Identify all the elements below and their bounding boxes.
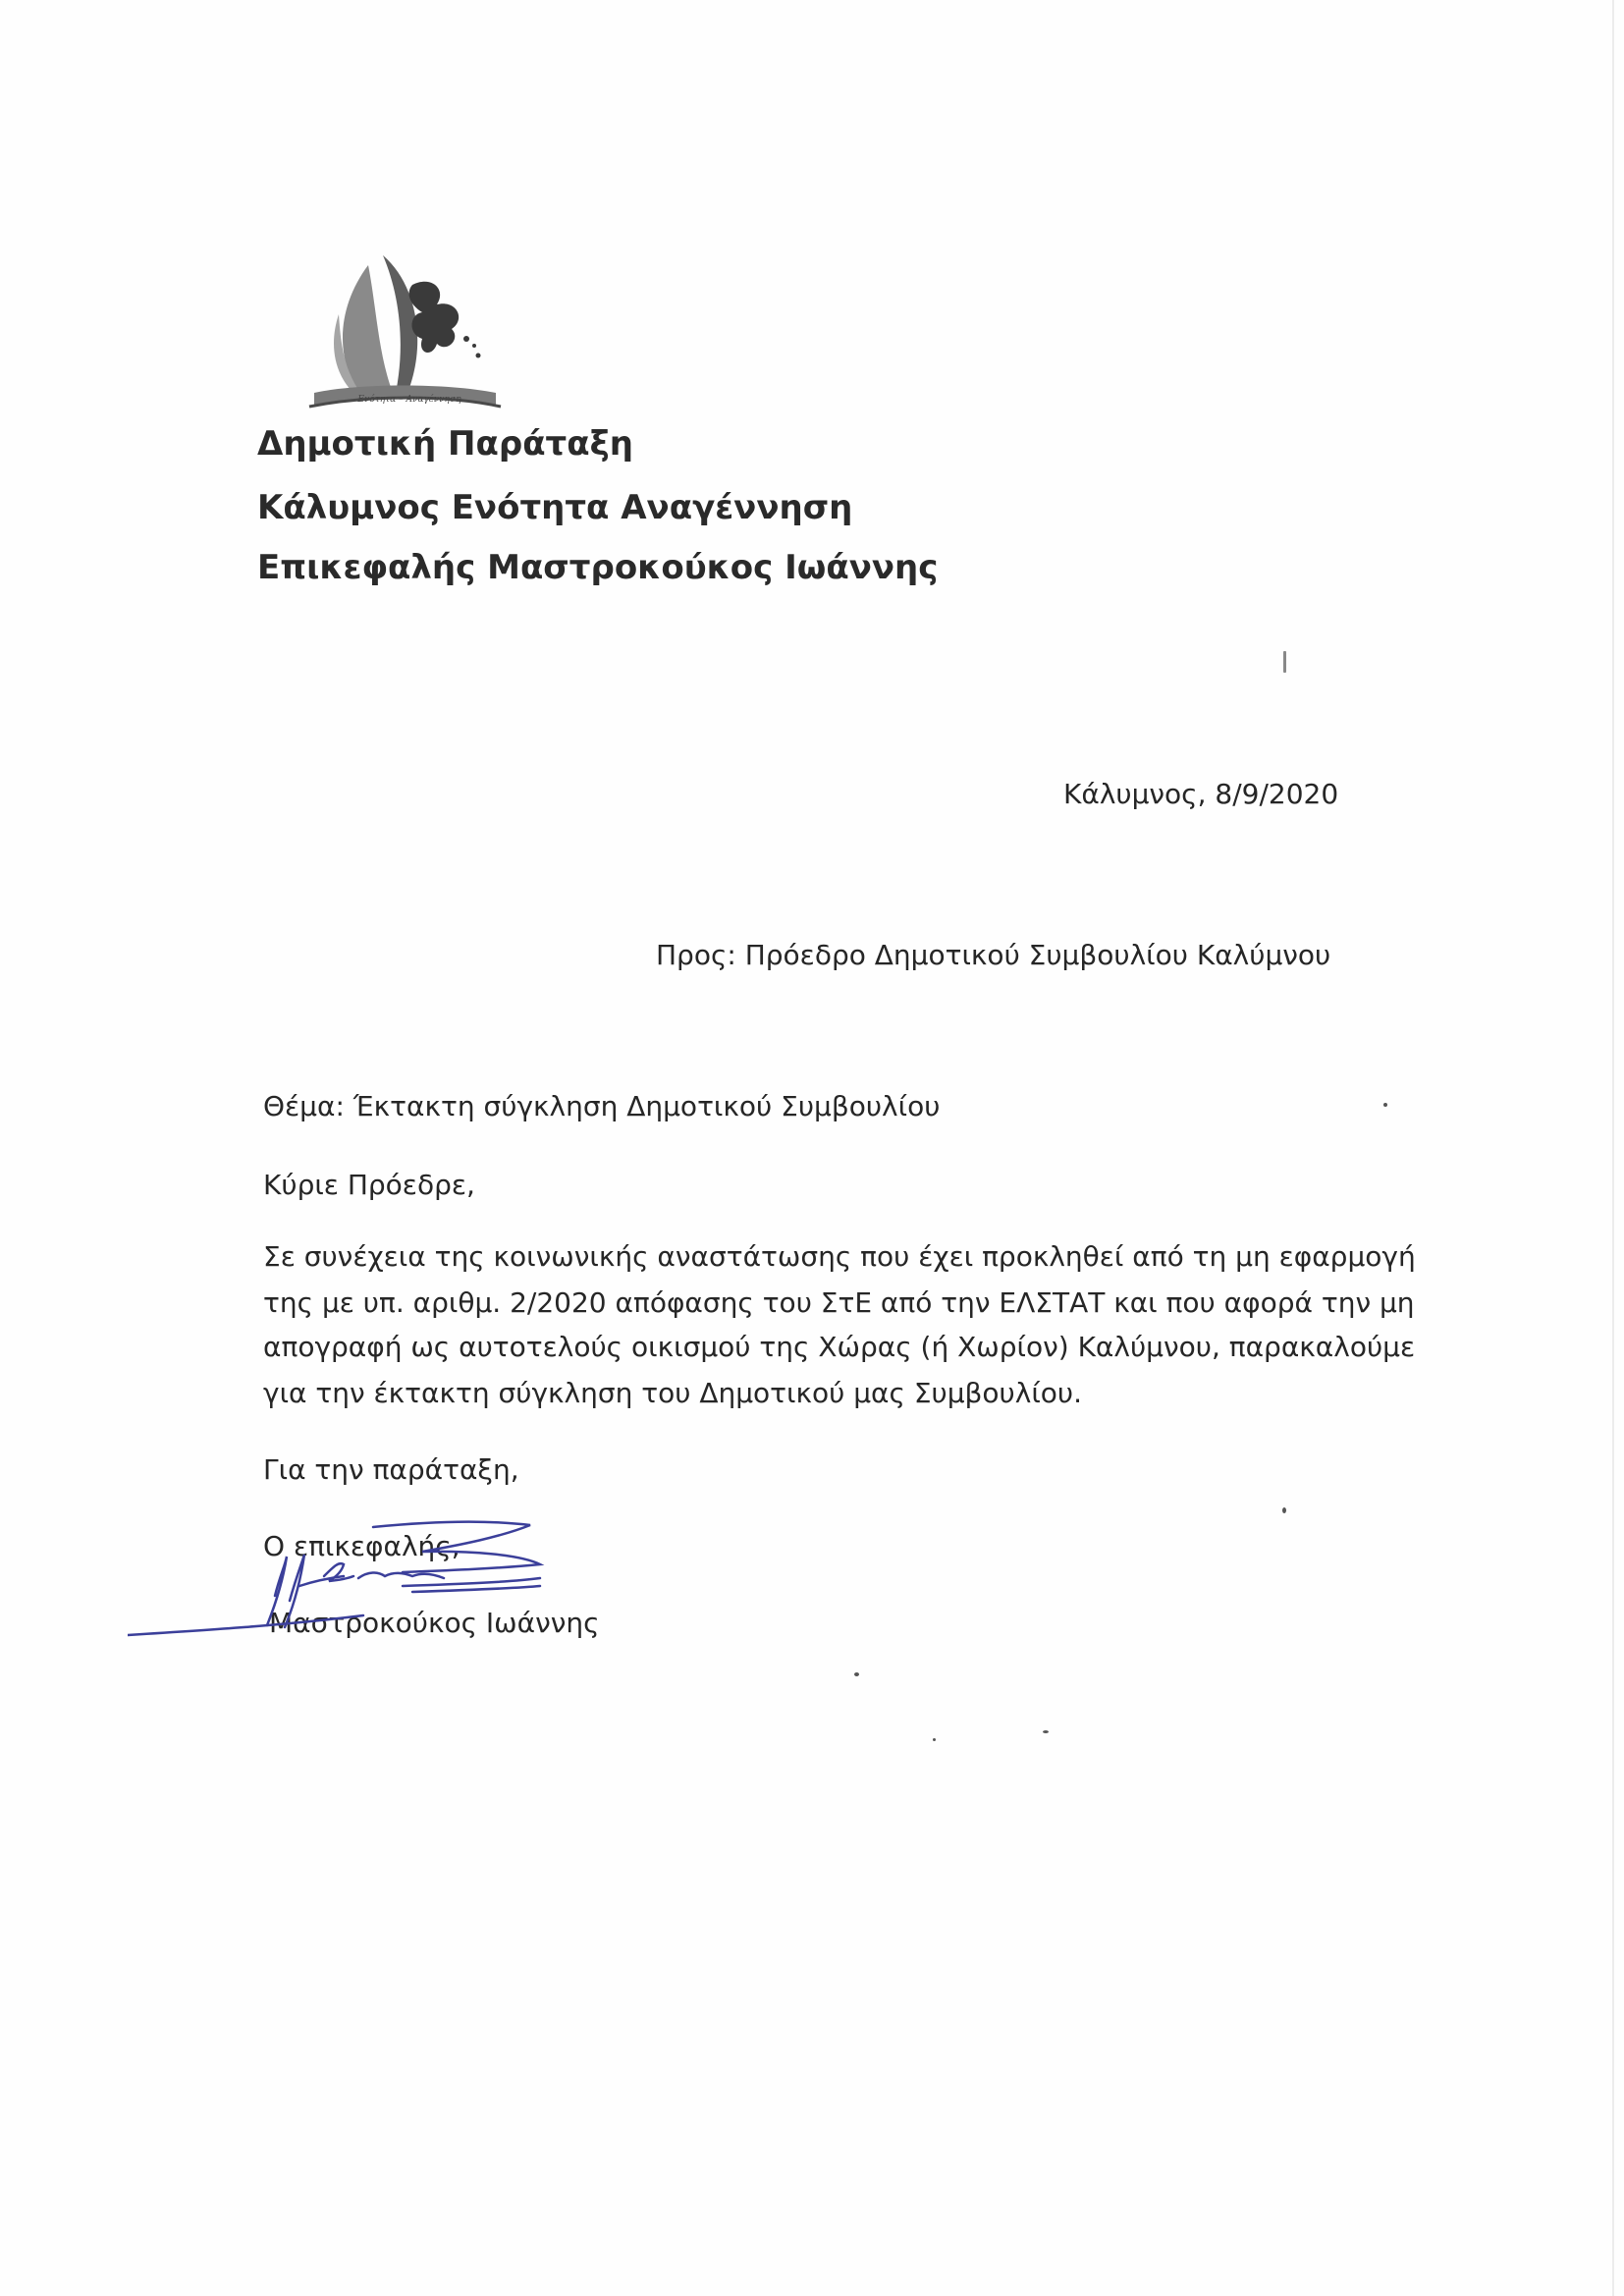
logo-caption: Ενότητα – Αναγέννηση (357, 395, 461, 405)
scan-speck (1282, 1507, 1286, 1513)
party-logo (299, 246, 511, 417)
scan-edge (1612, 0, 1614, 2296)
scan-speck (1283, 651, 1286, 673)
scan-speck (1383, 1103, 1387, 1107)
scan-speck (1043, 1730, 1049, 1733)
signatory-title: Ο επικεφαλής, (263, 1530, 460, 1562)
body-line: Σε συνέχεια της κοινωνικής αναστάτωσης που έχει προκληθεί από τη μη εφαρμογή (263, 1240, 1416, 1273)
letter-date: Κάλυμνος, 8/9/2020 (1063, 778, 1339, 810)
salutation: Κύριε Πρόεδρε, (263, 1169, 475, 1201)
body-line: της με υπ. αριθμ. 2/2020 απόφασης του ΣτΕ από την ΕΛΣΤΑΤ και που αφορά την μη (263, 1286, 1415, 1319)
handwritten-signature (128, 1507, 628, 1655)
party-name: Δημοτική Παράταξη (257, 424, 633, 464)
body-line: απογραφή ως αυτοτελούς οικισμού της Χώρας (ή Χωρίον) Καλύμνου, παρακαλούμε (263, 1331, 1416, 1363)
body-line: για την έκτακτη σύγκληση του Δημοτικού μας Συμβουλίου. (263, 1377, 1083, 1409)
signatory-name: Μαστροκούκος Ιωάννης (269, 1607, 600, 1639)
sailboat-logo-icon (299, 246, 511, 417)
scan-speck (854, 1672, 859, 1676)
party-leader: Επικεφαλής Μαστροκούκος Ιωάννης (257, 548, 939, 587)
closing: Για την παράταξη, (263, 1453, 519, 1486)
party-title: Κάλυμνος Ενότητα Αναγέννηση (257, 488, 853, 527)
subject: Θέμα: Έκτακτη σύγκληση Δημοτικού Συμβουλίου (263, 1090, 941, 1122)
scan-speck (933, 1738, 936, 1741)
recipient: Προς: Πρόεδρο Δημοτικού Συμβουλίου Καλύμνου (656, 939, 1331, 971)
